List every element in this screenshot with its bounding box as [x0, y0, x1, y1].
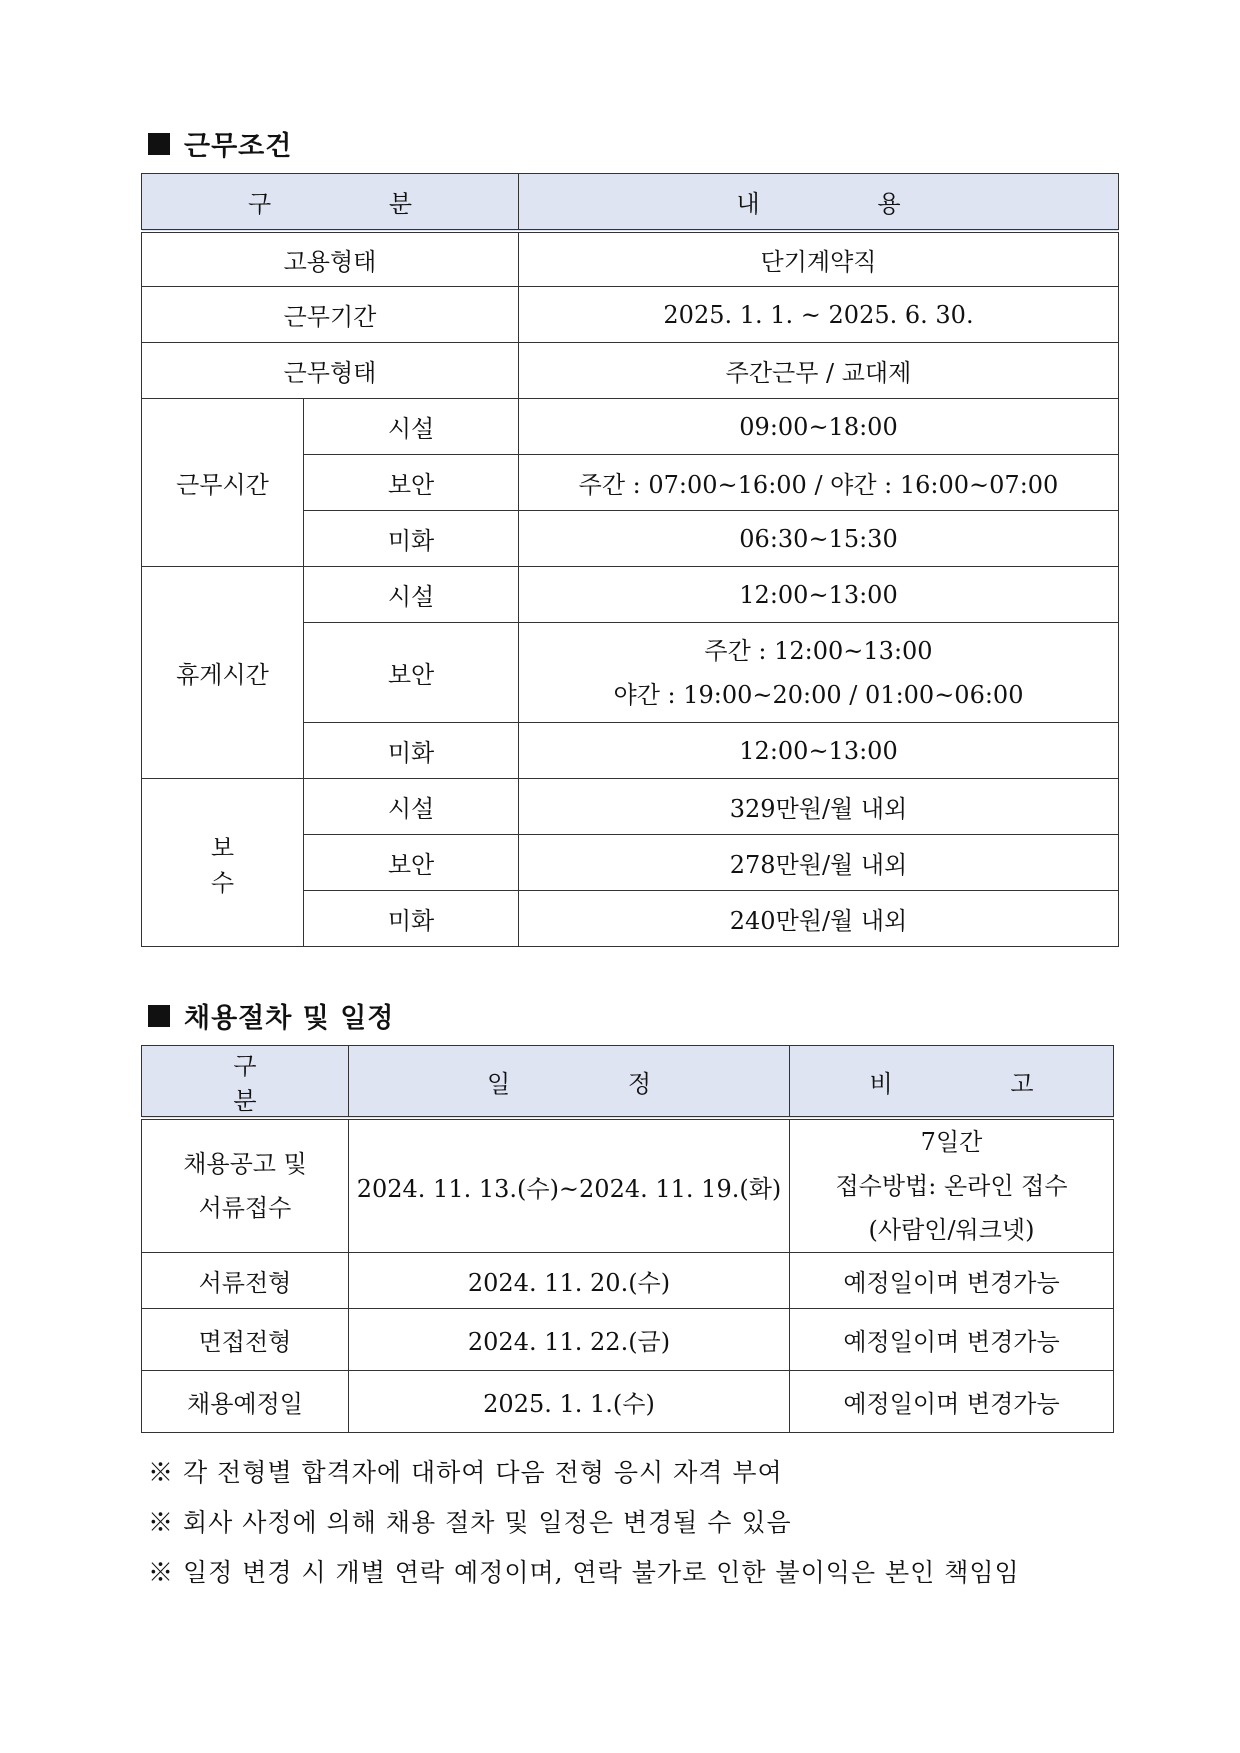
break-hours-security-day: 주간 : 12:00~13:00 [704, 636, 933, 665]
note-line: (사람인/워크넷) [868, 1216, 1035, 1244]
label-line: 채용공고 및 [183, 1150, 307, 1178]
employment-type-value: 단기계약직 [519, 231, 1119, 287]
work-period-value: 2025. 1. 1. ~ 2025. 6. 30. [519, 287, 1119, 343]
label-line: 서류접수 [198, 1194, 292, 1222]
pay-label: 보 수 [142, 779, 304, 947]
break-hours-cleaning-value: 12:00~13:00 [519, 723, 1119, 779]
work-hours-cleaning-value: 06:30~15:30 [519, 511, 1119, 567]
pay-security-value: 278만원/월 내외 [519, 835, 1119, 891]
table-row-note: 예정일이며 변경가능 [790, 1371, 1114, 1433]
table-row-label: 면접전형 [142, 1309, 349, 1371]
section-title-work-conditions [148, 124, 292, 163]
schedule-header-note: 비 고 [790, 1046, 1114, 1119]
section-title-text: 채용절차 및 일정 [184, 1003, 395, 1034]
work-type-value: 주간근무 / 교대제 [519, 343, 1119, 399]
section-title-text: 근무조건 [184, 131, 293, 162]
break-hours-security-label: 보안 [304, 623, 519, 723]
employment-type-label: 고용형태 [142, 231, 519, 287]
table-row-date: 2024. 11. 13.(수)~2024. 11. 19.(화) [349, 1118, 790, 1253]
table-row-note: 예정일이며 변경가능 [790, 1253, 1114, 1309]
square-bullet-icon [148, 133, 170, 155]
pay-facility-value: 329만원/월 내외 [519, 779, 1119, 835]
table-row-label: 채용예정일 [142, 1371, 349, 1433]
work-period-label: 근무기간 [142, 287, 519, 343]
schedule-table [141, 1045, 1114, 1433]
note-line: 접수방법: 온라인 접수 [835, 1172, 1068, 1200]
note-line: 7일간 [920, 1128, 983, 1156]
table-row-label [142, 1118, 349, 1253]
square-bullet-icon [148, 1005, 170, 1027]
break-hours-security-night: 야간 : 19:00~20:00 / 01:00~06:00 [613, 680, 1024, 709]
table-row-note: 예정일이며 변경가능 [790, 1309, 1114, 1371]
break-hours-security-value [519, 623, 1119, 723]
table-row-date: 2025. 1. 1.(수) [349, 1371, 790, 1433]
header-category: 구 분 [142, 174, 519, 231]
section-title-schedule [148, 996, 394, 1035]
schedule-header-date: 일 정 [349, 1046, 790, 1119]
table-row-note [790, 1118, 1114, 1253]
schedule-header-category: 구 분 [142, 1046, 349, 1119]
break-hours-facility-value: 12:00~13:00 [519, 567, 1119, 623]
note-item: ※ 각 전형별 합격자에 대하여 다음 전형 응시 자격 부여 [148, 1458, 783, 1487]
work-hours-facility-value: 09:00~18:00 [519, 399, 1119, 455]
table-row-date: 2024. 11. 22.(금) [349, 1309, 790, 1371]
header-content: 내 용 [519, 174, 1119, 231]
break-hours-facility-label: 시설 [304, 567, 519, 623]
work-conditions-table [141, 173, 1119, 947]
pay-cleaning-value: 240만원/월 내외 [519, 891, 1119, 947]
note-item: ※ 일정 변경 시 개별 연락 예정이며, 연락 불가로 인한 불이익은 본인 책임임 [148, 1558, 1020, 1587]
break-hours-cleaning-label: 미화 [304, 723, 519, 779]
work-hours-label: 근무시간 [142, 399, 304, 567]
pay-facility-label: 시설 [304, 779, 519, 835]
table-row-label: 서류전형 [142, 1253, 349, 1309]
note-item: ※ 회사 사정에 의해 채용 절차 및 일정은 변경될 수 있음 [148, 1508, 792, 1537]
work-hours-security-label: 보안 [304, 455, 519, 511]
pay-cleaning-label: 미화 [304, 891, 519, 947]
notes-list [148, 1448, 1020, 1598]
work-hours-facility-label: 시설 [304, 399, 519, 455]
work-hours-cleaning-label: 미화 [304, 511, 519, 567]
break-hours-label: 휴게시간 [142, 567, 304, 779]
table-row-date: 2024. 11. 20.(수) [349, 1253, 790, 1309]
work-hours-security-value: 주간 : 07:00~16:00 / 야간 : 16:00~07:00 [519, 455, 1119, 511]
pay-security-label: 보안 [304, 835, 519, 891]
work-type-label: 근무형태 [142, 343, 519, 399]
